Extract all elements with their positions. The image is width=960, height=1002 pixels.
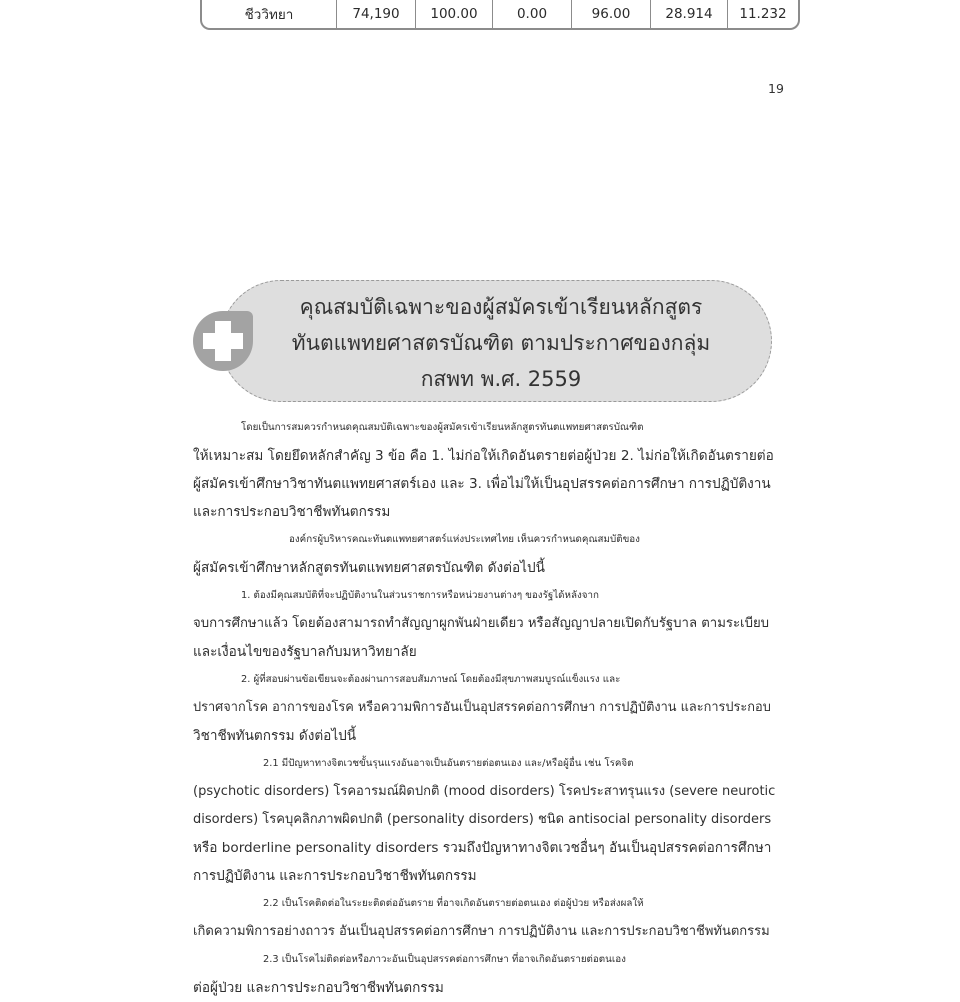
medical-cross-icon [193,311,253,371]
table-cell: 100.00 [416,0,493,28]
text-line: เกิดความพิการอย่างถาวร อันเป็นอุปสรรคต่อการศึกษา การปฏิบัติงาน และการประกอบวิชาชีพทันตกรรม [193,924,770,939]
paragraph [193,414,775,526]
text-line: ให้เหมาะสม โดยยึดหลักสำคัญ 3 ข้อ คือ 1. ไม่ก่อให้เกิดอันตรายต่อผู้ป่วย 2. ไม่ก่อให้เกิดอันตรายต่อ [193,448,774,464]
text-line: 2.1 มีปัญหาทางจิตเวชขั้นรุนแรงอันอาจเป็นอันตรายต่อตนเอง และ/หรือผู้อื่น เช่น โรคจิต [263,758,634,769]
paragraph [193,666,775,750]
text-line: การปฏิบัติงาน และการประกอบวิชาชีพทันตกรรม [193,868,477,884]
section-header-banner [220,280,772,402]
table-cell: 11.232 [739,6,787,22]
score-table-last-row [200,0,800,30]
page-number: 19 [768,81,784,96]
paragraph [193,750,775,890]
text-line: องค์กรผู้บริหารคณะทันตแพทยศาสตร์แห่งประเทศไทย เห็นควรกำหนดคุณสมบัติของ [289,534,640,545]
section-title-line: กสพท พ.ศ. 2559 [420,367,582,391]
text-line: ปราศจากโรค อาการของโรค หรือความพิการอันเป็นอุปสรรคต่อการศึกษา การปฏิบัติงาน และการประกอบ [193,700,771,715]
table-cell: 0.00 [493,0,572,28]
text-line: ผู้สมัครเข้าศึกษาวิชาทันตแพทยศาสตร์เอง และ 3. เพื่อไม่ให้เป็นอุปสรรคต่อการศึกษา การปฏิบัติงาน [193,476,771,492]
text-line: และเงื่อนไขของรัฐบาลกับมหาวิทยาลัย [193,644,417,660]
text-line: 2. ผู้ที่สอบผ่านข้อเขียนจะต้องผ่านการสอบสัมภาษณ์ โดยต้องมีสุขภาพสมบูรณ์แข็งแรง และ [241,674,621,685]
paragraph [193,582,775,666]
text-line: ผู้สมัครเข้าศึกษาหลักสูตรทันตแพทยศาสตรบัณฑิต ดังต่อไปนี้ [193,560,545,576]
text-line: จบการศึกษาแล้ว โดยต้องสามารถทำสัญญาผูกพันฝ่ายเดียว หรือสัญญาปลายเปิดกับรัฐบาล ตามระเบียบ [193,616,770,631]
section-title-line: ทันตแพทยศาสตรบัณฑิต ตามประกาศของกลุ่ม [291,331,711,355]
section-title [221,289,771,397]
text-line: (psychotic disorders) โรคอารมณ์ผิดปกติ (mood disorders) โรคประสาทรุนแรง (severe neurotic [193,784,776,799]
table-cell-subject: ชีววิทยา [202,0,337,28]
text-line: หรือ borderline personality disorders รวมถึงปัญหาทางจิตเวชอื่นๆ อันเป็นอุปสรรคต่อการศึกษา [193,840,772,856]
text-line: 2.3 เป็นโรคไม่ติดต่อหรือภาวะอันเป็นอุปสรรคต่อการศึกษา ที่อาจเกิดอันตรายต่อตนเอง [263,954,626,965]
body-text [193,414,775,1002]
table-cell: 74,190 [337,0,416,28]
paragraph [193,526,775,582]
table-cell: 28.914 [651,0,728,28]
text-line: disorders) โรคบุคลิกภาพผิดปกติ (personality disorders) ชนิด antisocial personality disorders [193,812,772,827]
text-line: 1. ต้องมีคุณสมบัติที่จะปฏิบัติงานในส่วนราชการหรือหน่วยงานต่างๆ ของรัฐได้หลังจาก [241,590,599,601]
text-line: 2.2 เป็นโรคติดต่อในระยะติดต่ออันตราย ที่อาจเกิดอันตรายต่อตนเอง ต่อผู้ป่วย หรือส่งผลให้ [263,898,644,909]
paragraph [193,890,775,946]
text-line: ต่อผู้ป่วย และการประกอบวิชาชีพทันตกรรม [193,980,444,996]
text-line: โดยเป็นการสมควรกำหนดคุณสมบัติเฉพาะของผู้สมัครเข้าเรียนหลักสูตรทันตแพทยศาสตรบัณฑิต [241,422,644,433]
text-line: และการประกอบวิชาชีพทันตกรรม [193,504,391,520]
paragraph [193,946,775,1002]
table-cell: 96.00 [572,0,651,28]
section-title-line: คุณสมบัติเฉพาะของผู้สมัครเข้าเรียนหลักสูตร [299,295,703,319]
text-line: วิชาชีพทันตกรรม ดังต่อไปนี้ [193,728,357,744]
